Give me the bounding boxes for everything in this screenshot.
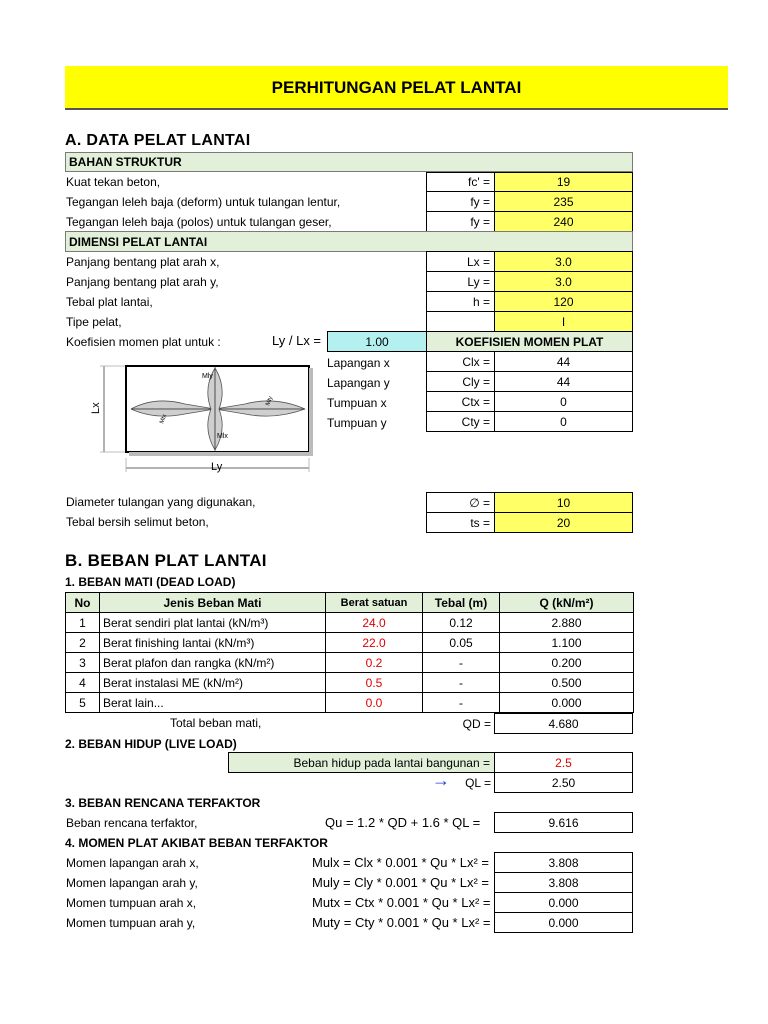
row-q: 0.500 [500,673,634,693]
bahan-symbol: fy = [426,211,495,232]
dead-load-table [65,592,634,713]
mty-label: Mty [265,395,275,407]
row-tebal: - [423,673,500,693]
bahan-header: BAHAN STRUKTUR [65,152,633,172]
koef-row-label: Tumpuan x [327,396,387,410]
dimensi-symbol: Ly = [426,271,495,292]
koef-label: Koefisien momen plat untuk : [66,335,221,349]
row-jenis: Berat finishing lantai (kN/m³) [100,633,326,653]
row-no: 3 [66,653,100,673]
row-jenis: Berat instalasi ME (kN/m²) [100,673,326,693]
momen-value: 0.000 [494,892,633,913]
tulangan-label: Diameter tulangan yang digunakan, [66,495,256,509]
table-header-row [66,593,634,613]
koef-value: 44 [494,371,633,392]
row-no: 4 [66,673,100,693]
row-berat[interactable]: 24.0 [326,613,423,633]
row-q: 0.000 [500,693,634,713]
momen-formula: Mutx = Ctx * 0.001 * Qu * Lx² = [312,895,491,910]
row-no: 2 [66,633,100,653]
dimensi-value[interactable]: 3.0 [494,251,633,272]
live-load-title: 2. BEBAN HIDUP (LIVE LOAD) [65,737,237,751]
bahan-label: Tegangan leleh baja (polos) untuk tulangan geser, [66,215,332,229]
momen-label: Momen lapangan arah x, [66,856,199,870]
mtx-label: Mtx [159,413,169,425]
bahan-value[interactable]: 235 [494,191,633,212]
plate-moment-diagram [90,358,320,480]
rencana-label: Beban rencana terfaktor, [66,816,198,830]
bahan-label: Tegangan leleh baja (deform) untuk tulangan lentur, [66,195,341,209]
dimensi-label: Panjang bentang plat arah x, [66,255,220,269]
dimensi-label: Tebal plat lantai, [66,295,153,309]
col-no: No [66,593,100,613]
mlx-label: Mlx [217,433,228,440]
rencana-value: 9.616 [494,812,633,833]
momen-formula: Mulx = Clx * 0.001 * Qu * Lx² = [312,855,490,870]
ratio-symbol: Ly / Lx = [272,333,322,348]
col-q: Q (kN/m²) [500,593,634,613]
mly-label: Mly [202,373,213,380]
bahan-label: Kuat tekan beton, [66,175,161,189]
tulangan-symbol: ∅ = [426,492,495,513]
ql-value: 2.50 [494,772,633,793]
col-berat: Berat satuan [326,593,423,613]
momen-label: Momen tumpuan arah x, [66,896,197,910]
dimensi-value[interactable]: I [494,311,633,332]
total-dead-value: 4.680 [494,713,633,734]
tulangan-symbol: ts = [426,512,495,533]
dead-load-title: 1. BEBAN MATI (DEAD LOAD) [65,575,236,589]
dimensi-symbol: h = [426,291,495,312]
row-jenis: Berat lain... [100,693,326,713]
koef-row-label: Tumpuan y [327,416,387,430]
table-row [66,693,634,713]
momen-label: Momen lapangan arah y, [66,876,198,890]
koef-header: KOEFISIEN MOMEN PLAT [426,331,633,352]
dimensi-value[interactable]: 3.0 [494,271,633,292]
bahan-value[interactable]: 240 [494,211,633,232]
row-berat[interactable]: 0.5 [326,673,423,693]
total-dead-symbol: QD = [462,716,491,731]
momen-formula: Muty = Cty * 0.001 * Qu * Lx² = [312,915,491,930]
row-jenis: Berat sendiri plat lantai (kN/m³) [100,613,326,633]
row-tebal[interactable]: 0.05 [423,633,500,653]
momen-formula: Muly = Cly * 0.001 * Qu * Lx² = [312,875,490,890]
live-load-label: Beban hidup pada lantai bangunan = [228,752,495,773]
koef-symbol: Cty = [426,411,495,432]
col-jenis: Jenis Beban Mati [100,593,326,613]
row-tebal[interactable]: 0.12 [423,613,500,633]
lx-dimension-label: Lx [90,402,102,414]
total-dead-label: Total beban mati, [170,716,262,730]
live-load-value[interactable]: 2.5 [494,752,633,773]
koef-symbol: Ctx = [426,391,495,412]
bahan-symbol: fc' = [426,172,495,192]
dimensi-value[interactable]: 120 [494,291,633,312]
table-row [66,613,634,633]
koef-value: 44 [494,351,633,372]
momen-value: 3.808 [494,852,633,873]
col-tebal: Tebal (m) [423,593,500,613]
table-row [66,653,634,673]
momen-value: 0.000 [494,912,633,933]
row-no: 5 [66,693,100,713]
koef-symbol: Cly = [426,371,495,392]
row-q: 2.880 [500,613,634,633]
koef-value: 0 [494,391,633,412]
ly-dimension-label: Ly [211,461,223,473]
dimensi-symbol [426,311,495,332]
row-berat[interactable]: 0.0 [326,693,423,713]
momen-value: 3.808 [494,872,633,893]
section-b-heading: B. BEBAN PLAT LANTAI [65,551,267,570]
section-a-heading: A. DATA PELAT LANTAI [65,132,251,149]
row-no: 1 [66,613,100,633]
bahan-symbol: fy = [426,191,495,212]
momen-title: 4. MOMEN PLAT AKIBAT BEBAN TERFAKTOR [65,836,328,850]
dimensi-symbol: Lx = [426,251,495,272]
koef-row-label: Lapangan y [327,376,390,390]
dimensi-label: Tipe pelat, [66,315,122,329]
koef-row-label: Lapangan x [327,356,390,370]
table-row [66,673,634,693]
momen-label: Momen tumpuan arah y, [66,916,196,930]
tulangan-label: Tebal bersih selimut beton, [66,515,209,529]
ratio-value: 1.00 [327,331,427,352]
dimensi-header: DIMENSI PELAT LANTAI [65,231,633,252]
row-jenis: Berat plafon dan rangka (kN/m²) [100,653,326,673]
table-row [66,633,634,653]
row-q: 1.100 [500,633,634,653]
row-tebal: - [423,693,500,713]
row-berat[interactable]: 22.0 [326,633,423,653]
row-q: 0.200 [500,653,634,673]
koef-value: 0 [494,411,633,432]
rencana-title: 3. BEBAN RENCANA TERFAKTOR [65,796,261,810]
koef-symbol: Clx = [426,351,495,372]
ql-symbol: QL = [465,775,491,790]
page-title: PERHITUNGAN PELAT LANTAI [271,78,522,97]
rencana-formula: Qu = 1.2 * QD + 1.6 * QL = [325,815,481,830]
row-tebal: - [423,653,500,673]
dimensi-label: Panjang bentang plat arah y, [66,275,219,289]
bahan-value[interactable]: 19 [494,172,633,192]
row-berat[interactable]: 0.2 [326,653,423,673]
tulangan-value[interactable]: 10 [494,492,633,513]
arrow-right-icon: → [432,770,450,790]
tulangan-value[interactable]: 20 [494,512,633,533]
